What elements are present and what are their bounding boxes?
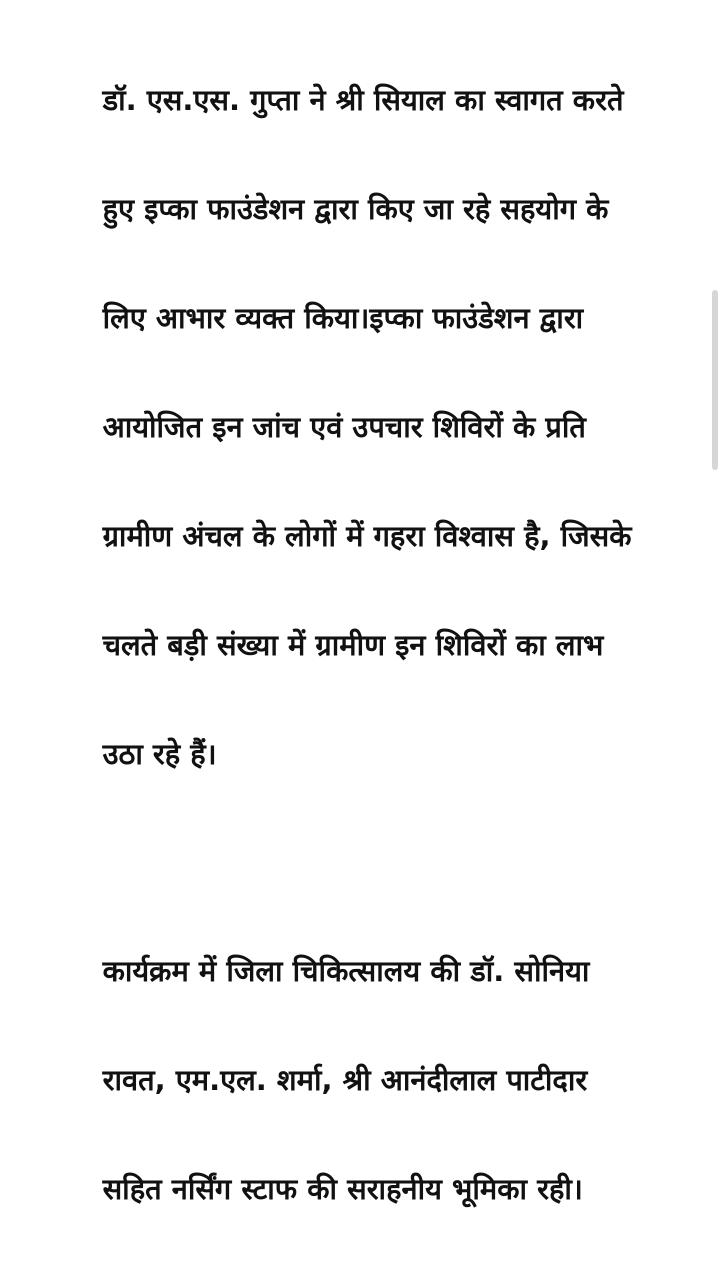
paragraph-1-line-5: ग्रामीण अंचल के लोगों में गहरा विश्वास है, जिसके (103, 519, 632, 553)
paragraph-2-line-2: रावत, एम.एल. शर्मा, श्री आनंदीलाल पाटीदार (103, 1063, 588, 1097)
paragraph-1-line-4: आयोजित इन जांच एवं उपचार शिविरों के प्रति (103, 410, 586, 444)
paragraph-1-line-7: उठा रहे हैं। (103, 737, 217, 771)
paragraph-1 (42, 18, 686, 836)
paragraph-1-line-3: लिए आभार व्यक्त किया।इप्का फाउंडेशन द्वारा (103, 301, 584, 335)
paragraph-spacer (42, 836, 686, 890)
scrollbar-track[interactable] (710, 0, 720, 688)
paragraph-2 (42, 890, 686, 1271)
paragraph-1-line-1: डॉ. एस.एस. गुप्ता ने श्री सियाल का स्वागत करते (103, 83, 624, 117)
paragraph-1-line-6: चलते बड़ी संख्या में ग्रामीण इन शिविरों का लाभ (103, 628, 604, 662)
paragraph-1-line-2: हुए इप्का फाउंडेशन द्वारा किए जा रहे सहयोग के (103, 192, 609, 226)
article-body (42, 18, 686, 1271)
paragraph-2-line-1: कार्यक्रम में जिला चिकित्सालय की डॉ. सोनिया (103, 954, 590, 988)
paragraph-2-line-3: सहित नर्सिंग स्टाफ की सराहनीय भूमिका रही। (103, 1172, 583, 1206)
scrollbar-thumb[interactable] (712, 290, 718, 470)
